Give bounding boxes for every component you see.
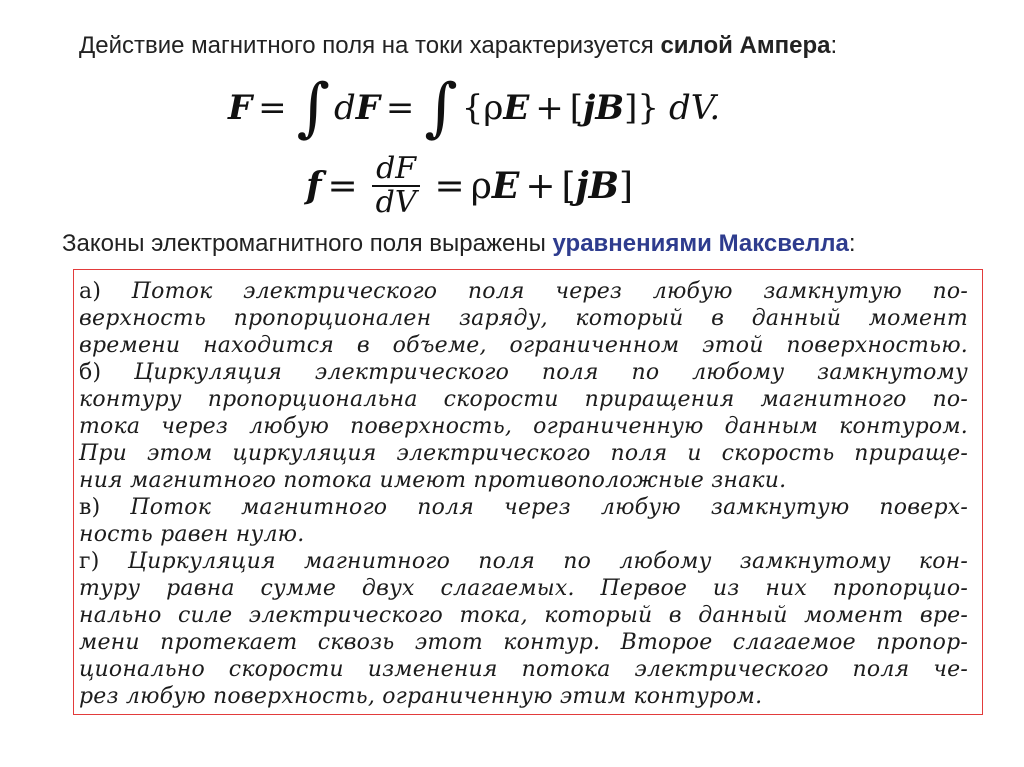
equals-sign: = [258,88,287,128]
electric-field-symbol-2: E [491,165,520,207]
law-c-text-1: Поток магнитного поля через любую замкнутую поверх- [130,495,968,520]
ampere-intro-colon: : [830,32,838,59]
maxwell-intro-colon: : [848,230,856,257]
maxwell-intro-plain: Законы электромагнитного поля выражены [62,230,553,257]
plus-sign: + [535,88,564,128]
law-a-line-3: времени находится в объеме, ограниченном этой поверхностью. [79,333,968,358]
law-b-line-1 [79,359,968,386]
law-d-line-5: ционально скорости изменения потока электрического поля че- [79,657,968,682]
ampere-force-term: силой Ампера [660,32,831,59]
law-d-line-4: мени протекает сквозь этот контур. Второе слагаемое пропор- [79,630,968,655]
fraction-numerator: dF [372,153,420,187]
equals-sign-4: = [434,165,465,207]
force-density-symbol: f [306,165,322,207]
ampere-intro-text [79,32,837,60]
law-b-text-1: Циркуляция электрического поля по любому замкнутому [134,360,969,385]
integral-sign: ∫ [296,71,330,145]
law-a-line-2: верхность пропорционален заряду, который в данный момент [79,306,968,331]
law-a-text-1: Поток электрического поля через любую замкнутую по- [131,279,968,304]
rho-symbol: ρ [470,165,492,207]
integral-sign-2: ∫ [424,71,458,145]
right-bracket-2: ] [619,165,634,207]
law-d-marker: г) [79,549,128,574]
right-bracket-brace: ]} [624,88,659,128]
derivative-fraction [372,153,421,219]
plus-sign-2: + [525,165,556,207]
maxwell-equations-term: уравнениями Максвелла [552,230,849,257]
ampere-intro-plain: Действие магнитного поля на токи характеризуется [79,32,661,59]
equals-sign-2: = [385,88,415,128]
electric-field-symbol: E [503,88,530,128]
law-b-line-5: ния магнитного потока имеют противоположные знаки. [79,468,787,493]
force-symbol-differential: F [355,88,380,128]
maxwell-intro-text [62,230,856,258]
law-b-marker: б) [79,360,135,385]
force-symbol: F [228,88,253,128]
left-bracket: [ [569,88,584,128]
equals-sign-3: = [327,165,358,207]
law-d-line-6: рез любую поверхность, ограниченную этим контуром. [79,684,763,709]
law-a-marker: а) [79,279,132,304]
current-cross-field-symbol-2: jB [575,165,620,207]
law-d-line-1 [79,548,968,575]
left-bracket-2: [ [561,165,576,207]
law-c-line-2: ность равен нулю. [79,522,305,547]
force-density-formula [306,148,633,224]
law-c-line-1 [79,494,968,521]
law-b-line-4: При этом циркуляция электрического поля и скорость прираще- [79,441,968,466]
volume-differential: dV. [669,88,721,128]
law-d-line-2: туру равна сумме двух слагаемых. Первое из них пропорцио- [79,576,968,601]
current-cross-field-symbol: jB [583,88,625,128]
maxwell-laws-box [73,269,983,715]
law-c-marker: в) [79,495,131,520]
ampere-force-integral-formula [228,71,721,145]
law-a-line-1 [79,278,968,305]
rho-brace: {ρ [461,88,504,128]
law-b-line-3: тока через любую поверхность, ограниченную данным контуром. [79,414,968,439]
fraction-denominator: dV [375,185,417,220]
law-b-line-2: контуру пропорциональна скорости приращения магнитного по- [79,387,968,412]
differential-d: d [333,88,356,128]
law-d-line-3: нально силе электрического тока, который в данный момент вре- [79,603,968,628]
law-d-text-1: Циркуляция магнитного поля по любому замкнутому кон- [127,549,968,574]
